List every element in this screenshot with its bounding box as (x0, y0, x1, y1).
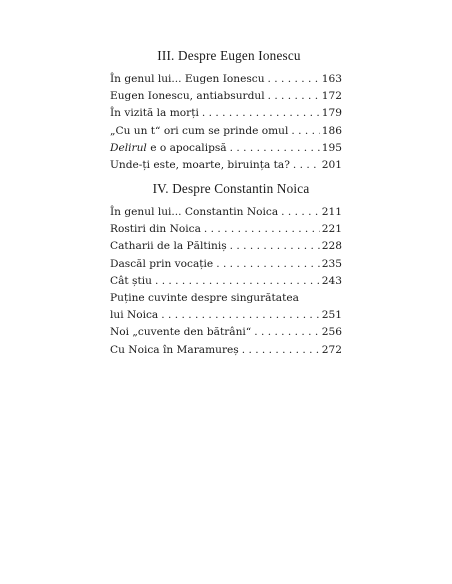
toc-entry-title-italic: Delirul (110, 141, 147, 154)
dot-leader (291, 123, 319, 140)
dot-leader (161, 307, 320, 324)
toc-section-eugen-ionescu (110, 47, 342, 174)
dot-leader (254, 324, 320, 341)
toc-entry-page: 251 (321, 309, 342, 322)
dot-leader (268, 71, 320, 88)
dot-leader (230, 238, 320, 255)
toc-entry-page: 243 (321, 274, 342, 287)
toc-entry[interactable] (110, 256, 342, 273)
toc-entry-page: 195 (321, 141, 342, 154)
toc-entry-title: Rostiri din Noica (110, 223, 201, 236)
toc-entry-page: 235 (321, 257, 342, 270)
dot-leader (155, 273, 320, 290)
toc-entry-title: În genul lui... Constantin Noica (110, 206, 279, 218)
toc-entry-title: Unde-ți este, moarte, biruința ta? (110, 158, 290, 171)
dot-leader (281, 204, 320, 221)
dot-leader (268, 88, 320, 105)
dot-leader (293, 157, 320, 174)
toc-entry-title-rest: e o apocalipsă (146, 141, 227, 154)
toc-entry[interactable] (110, 88, 342, 105)
toc-entry-title: Cât știu (110, 274, 152, 287)
toc-entry-page: 186 (321, 124, 342, 137)
toc-entry-page: 228 (321, 240, 342, 253)
toc-entry-list (110, 204, 342, 359)
toc-entry-list (110, 71, 342, 174)
toc-entry-page: 211 (321, 206, 342, 218)
toc-entry[interactable] (110, 238, 342, 255)
toc-entry-title: Dascăl prin vocație (110, 257, 214, 270)
toc-entry-last-line (110, 307, 342, 324)
toc-entry[interactable] (110, 123, 342, 140)
toc-entry-title: În genul lui... Eugen Ionescu (110, 73, 265, 85)
dot-leader (216, 256, 320, 273)
toc-entry-title (110, 140, 227, 157)
toc-entry-title: În vizită la morți (110, 107, 199, 120)
toc-entry[interactable] (110, 290, 342, 324)
toc-entry-page: 179 (321, 107, 342, 120)
toc-entry-page: 201 (321, 158, 342, 171)
toc-entry-title: Noi „cuvente den bătrâni“ (110, 326, 252, 339)
toc-entry[interactable] (110, 324, 342, 341)
toc-entry-page: 163 (321, 73, 342, 85)
dot-leader (202, 105, 320, 122)
toc-entry-page: 272 (321, 343, 342, 356)
toc-entry-title: Eugen Ionescu, antiabsurdul (110, 90, 265, 103)
toc-entry-title: Catharii de la Păltiniș (110, 240, 227, 253)
section-heading: III. Despre Eugen Ionescu (157, 48, 301, 63)
section-heading: IV. Despre Constantin Noica (152, 181, 310, 196)
toc-entry[interactable] (110, 71, 342, 88)
dot-leader (242, 342, 320, 359)
toc-entry-page: 172 (321, 90, 342, 103)
toc-entry[interactable] (110, 204, 342, 221)
toc-section-constantin-noica (110, 180, 342, 359)
toc-entry[interactable] (110, 105, 342, 122)
toc-entry-title-line2: lui Noica (110, 309, 159, 322)
toc-entry-title: Cu Noica în Maramureș (110, 343, 239, 356)
toc-entry[interactable] (110, 221, 342, 238)
toc-entry[interactable] (110, 140, 342, 157)
toc-entry-title-line1: Puține cuvinte despre singurătatea (110, 291, 299, 304)
toc-entry[interactable] (110, 342, 342, 359)
toc-entry[interactable] (110, 157, 342, 174)
dot-leader (204, 221, 320, 238)
toc-entry-title: „Cu un t“ ori cum se prinde omul (110, 124, 289, 137)
toc-entry[interactable] (110, 273, 342, 290)
toc-entry-page: 221 (321, 223, 342, 236)
toc-entry-page: 256 (321, 326, 342, 339)
dot-leader (230, 140, 320, 157)
